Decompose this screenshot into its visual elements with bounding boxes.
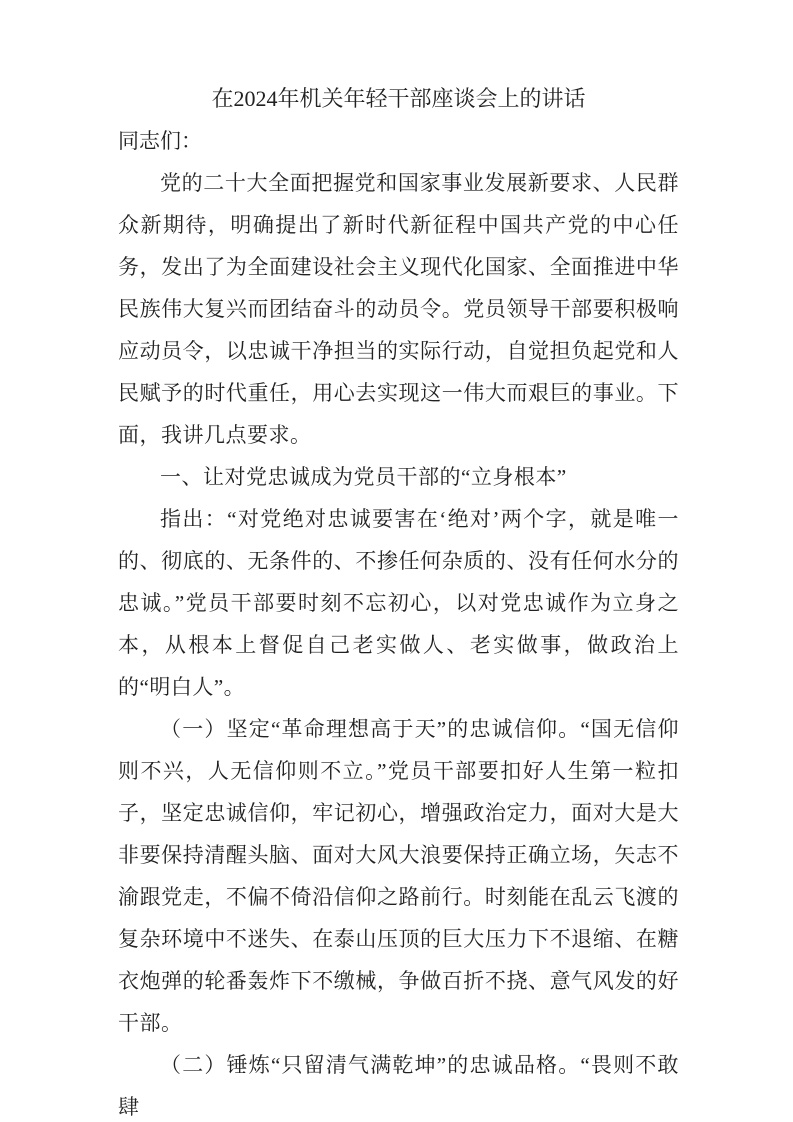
paragraph-subsection-1: （一）坚定“革命理想高于天”的忠诚信仰。“国无信仰则不兴，人无信仰则不立。”党员干部要扣好人生第一粒扣子，坚定忠诚信仰，牢记初心，增强政治定力，面对大是大非要保持清醒头脑、面对大风大浪要保持正确立场，矢志不渝跟党走，不偏不倚沿信仰之路前行。时刻能在乱云飞渡的复杂环境中不迷失、在泰山压顶的巨大压力下不退缩、在糖衣炮弹的轮番轰炸下不缴械，争做百折不挠、意气风发的好干部。 xyxy=(118,717,679,1035)
paragraph-quote-loyalty: 指出：“对党绝对忠诚要害在‘绝对’两个字，就是唯一的、彻底的、无条件的、不掺任何杂质的、没有任何水分的忠诚。”党员干部要时刻不忘初心，以对党忠诚作为立身之本，从根本上督促自己老实做人、老实做事，做政治上的“明白人”。 xyxy=(118,507,679,699)
section-heading-1: 一、让对党忠诚成为党员干部的“立身根本” xyxy=(160,465,567,489)
paragraph-subsection-2-truncated: （二）锤炼“只留清气满乾坤”的忠诚品格。“畏则不敢肆 xyxy=(118,1053,679,1119)
paragraph-intro: 党的二十大全面把握党和国家事业发展新要求、人民群众新期待，明确提出了新时代新征程中国共产党的中心任务，发出了为全面建设社会主义现代化国家、全面推进中华民族伟大复兴而团结奋斗的动员令。党员领导干部要积极响应动员令，以忠诚干净担当的实际行动，自觉担负起党和人民赋予的时代重任，用心去实现这一伟大而艰巨的事业。下面，我讲几点要求。 xyxy=(118,171,679,447)
document-title: 在2024年机关年轻干部座谈会上的讲话 xyxy=(211,86,586,111)
salutation: 同志们： xyxy=(118,129,202,153)
